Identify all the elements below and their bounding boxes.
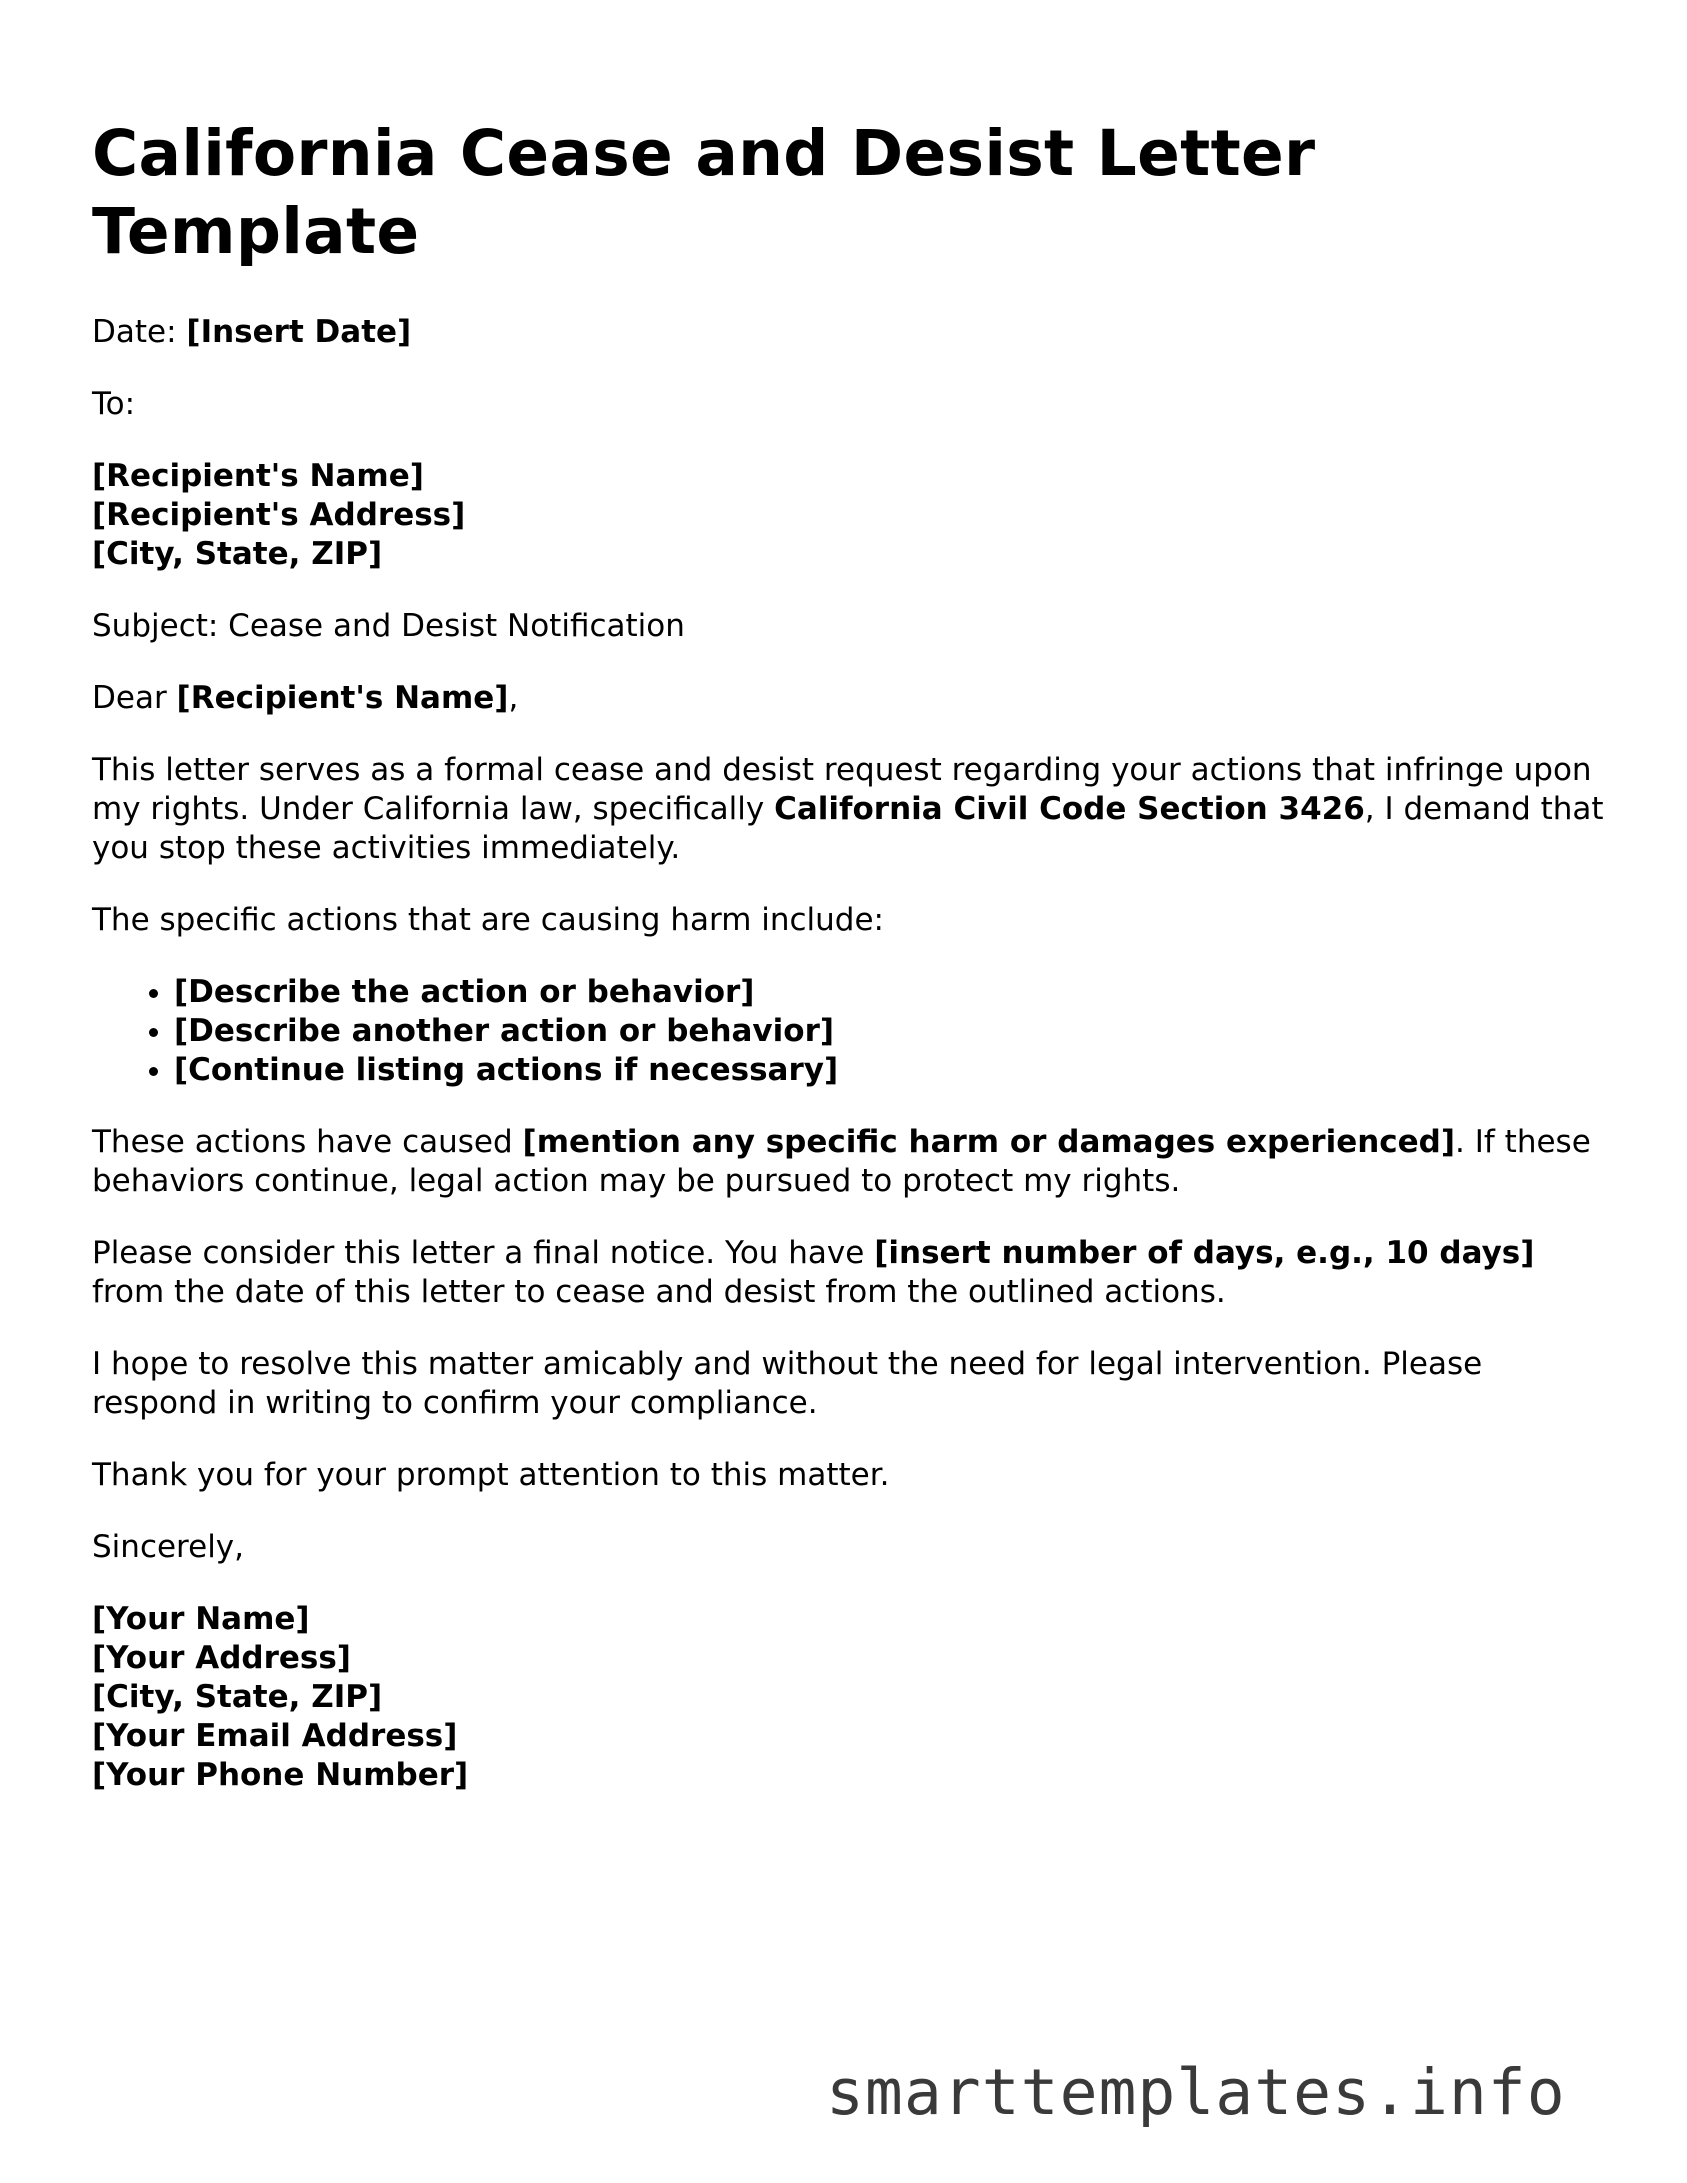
paragraph-intro-end: , I demand that you stop these activities immediately. (92, 791, 1604, 866)
list-item: • [Describe another action or behavior] (174, 1012, 1612, 1051)
recipient-city-state-zip: [City, State, ZIP] (92, 536, 383, 572)
watermark: smarttemplates.info (826, 2056, 1566, 2129)
paragraph-intro-text: This letter serves as a formal cease and desist request regarding your actions that infringe upon my rights. Under California law, specifically (92, 752, 1592, 827)
paragraph-notice-text: Please consider this letter a final notice. You have (92, 1235, 865, 1271)
paragraph-notice-end: from the date of this letter to cease and desist from the outlined actions. (92, 1274, 1226, 1310)
date-value: [Insert Date] (186, 314, 412, 350)
to-label: To: (92, 386, 136, 422)
date-label: Date: (92, 314, 177, 350)
page-title: California Cease and Desist Letter Template (92, 117, 1316, 268)
actions-list (92, 973, 1612, 1090)
recipient-address: [Recipient's Address] (92, 497, 466, 533)
paragraph-resolve: I hope to resolve this matter amicably and without the need for legal intervention. Please respond in writing to confirm your compliance. (92, 1346, 1483, 1421)
harm-placeholder: [mention any specific harm or damages experienced] (522, 1124, 1456, 1160)
list-item: • [Describe the action or behavior] (174, 973, 1612, 1012)
salutation (92, 679, 1612, 718)
actions-intro: The specific actions that are causing harm include: (92, 902, 884, 938)
sender-block (92, 1600, 1612, 1795)
days-placeholder: [insert number of days, e.g., 10 days] (874, 1235, 1535, 1271)
salutation-name: [Recipient's Name] (176, 680, 509, 716)
date-line (92, 313, 1612, 352)
sender-email: [Your Email Address] (92, 1718, 458, 1754)
paragraph-thanks: Thank you for your prompt attention to this matter. (92, 1457, 890, 1493)
list-item: • [Continue listing actions if necessary] (174, 1051, 1612, 1090)
paragraph-harm-end: . If these behaviors continue, legal action may be pursued to protect my rights. (92, 1124, 1591, 1199)
paragraph-harm (92, 1123, 1612, 1201)
paragraph-intro (92, 751, 1612, 868)
closing: Sincerely, (92, 1529, 245, 1565)
sender-address: [Your Address] (92, 1640, 351, 1676)
recipient-block (92, 457, 1612, 574)
sender-city-state-zip: [City, State, ZIP] (92, 1679, 383, 1715)
civil-code-reference: California Civil Code Section 3426 (774, 791, 1365, 827)
paragraph-notice (92, 1234, 1612, 1312)
recipient-name: [Recipient's Name] (92, 458, 424, 494)
salutation-suffix: , (508, 680, 519, 716)
salutation-prefix: Dear (92, 680, 167, 716)
sender-phone: [Your Phone Number] (92, 1757, 469, 1793)
subject-line: Subject: Cease and Desist Notification (92, 608, 685, 644)
letter-page (92, 115, 1612, 1828)
sender-name: [Your Name] (92, 1601, 310, 1637)
paragraph-harm-text: These actions have caused (92, 1124, 513, 1160)
